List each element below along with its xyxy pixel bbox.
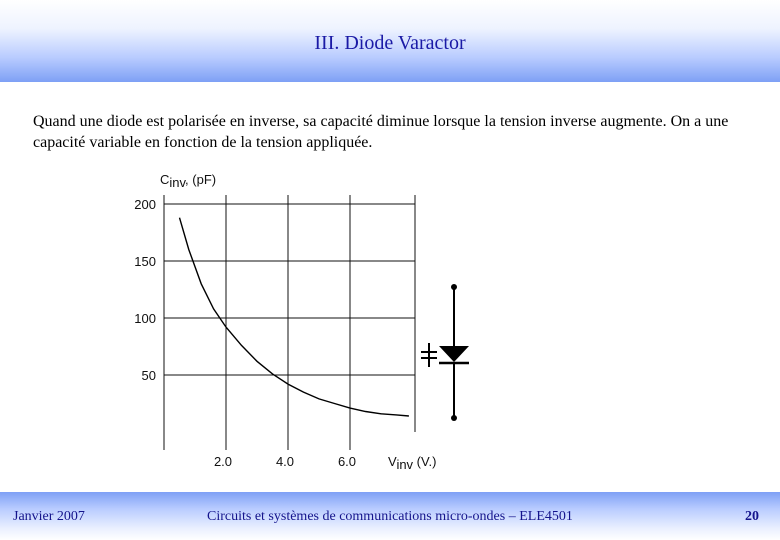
body-paragraph: Quand une diode est polarisée en inverse, sa capacité diminue lorsque la tension inverse augmente. On a une capacité variable en fonction de la tension appliquée. bbox=[33, 113, 729, 151]
page-number: 20 bbox=[745, 509, 759, 524]
diode-bottom-terminal bbox=[451, 415, 457, 421]
diode-triangle bbox=[439, 346, 469, 362]
tick-layer bbox=[134, 197, 356, 469]
x-tick-label: 4.0 bbox=[275, 454, 295, 469]
x-axis-label: Vinv (V.) bbox=[388, 454, 437, 472]
capacitance-curve bbox=[180, 218, 409, 416]
footer-course-title: Circuits et systèmes de communications micro-ondes – ELE4501 bbox=[207, 509, 573, 524]
y-tick-label: 150 bbox=[134, 254, 156, 269]
y-axis-label: Cinv, (pF) bbox=[160, 172, 217, 190]
footer-date: Janvier 2007 bbox=[13, 509, 85, 524]
grid-layer bbox=[164, 195, 415, 450]
y-tick-label: 50 bbox=[141, 368, 156, 383]
y-tick-label: 200 bbox=[134, 197, 156, 212]
y-tick-label: 100 bbox=[134, 311, 156, 326]
varactor-diode-symbol bbox=[421, 284, 469, 421]
slide-title: III. Diode Varactor bbox=[314, 32, 466, 54]
x-tick-label: 6.0 bbox=[337, 454, 357, 469]
x-tick-label: 2.0 bbox=[213, 454, 233, 469]
